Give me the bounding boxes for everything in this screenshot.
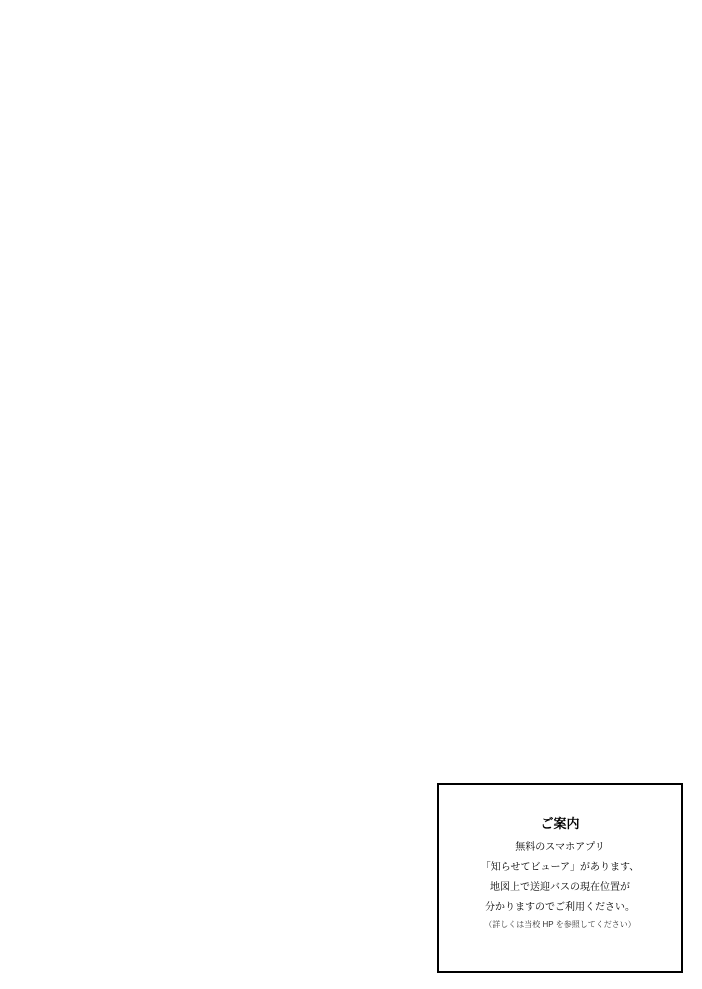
notice-line-2: 「知らせてビューア」があります、 [480, 862, 640, 873]
notice-box [437, 783, 683, 973]
notice-title: ご案内 [540, 816, 580, 831]
notice-line-1: 無料のスマホアプリ [515, 842, 605, 853]
notice-line-3: 地図上で送迎バスの現在位置が [490, 882, 630, 893]
notice-line-4: 分かりますのでご利用ください。 [485, 902, 635, 913]
notice-line-5: （詳しくは当校 HP を参照してください） [484, 920, 636, 929]
